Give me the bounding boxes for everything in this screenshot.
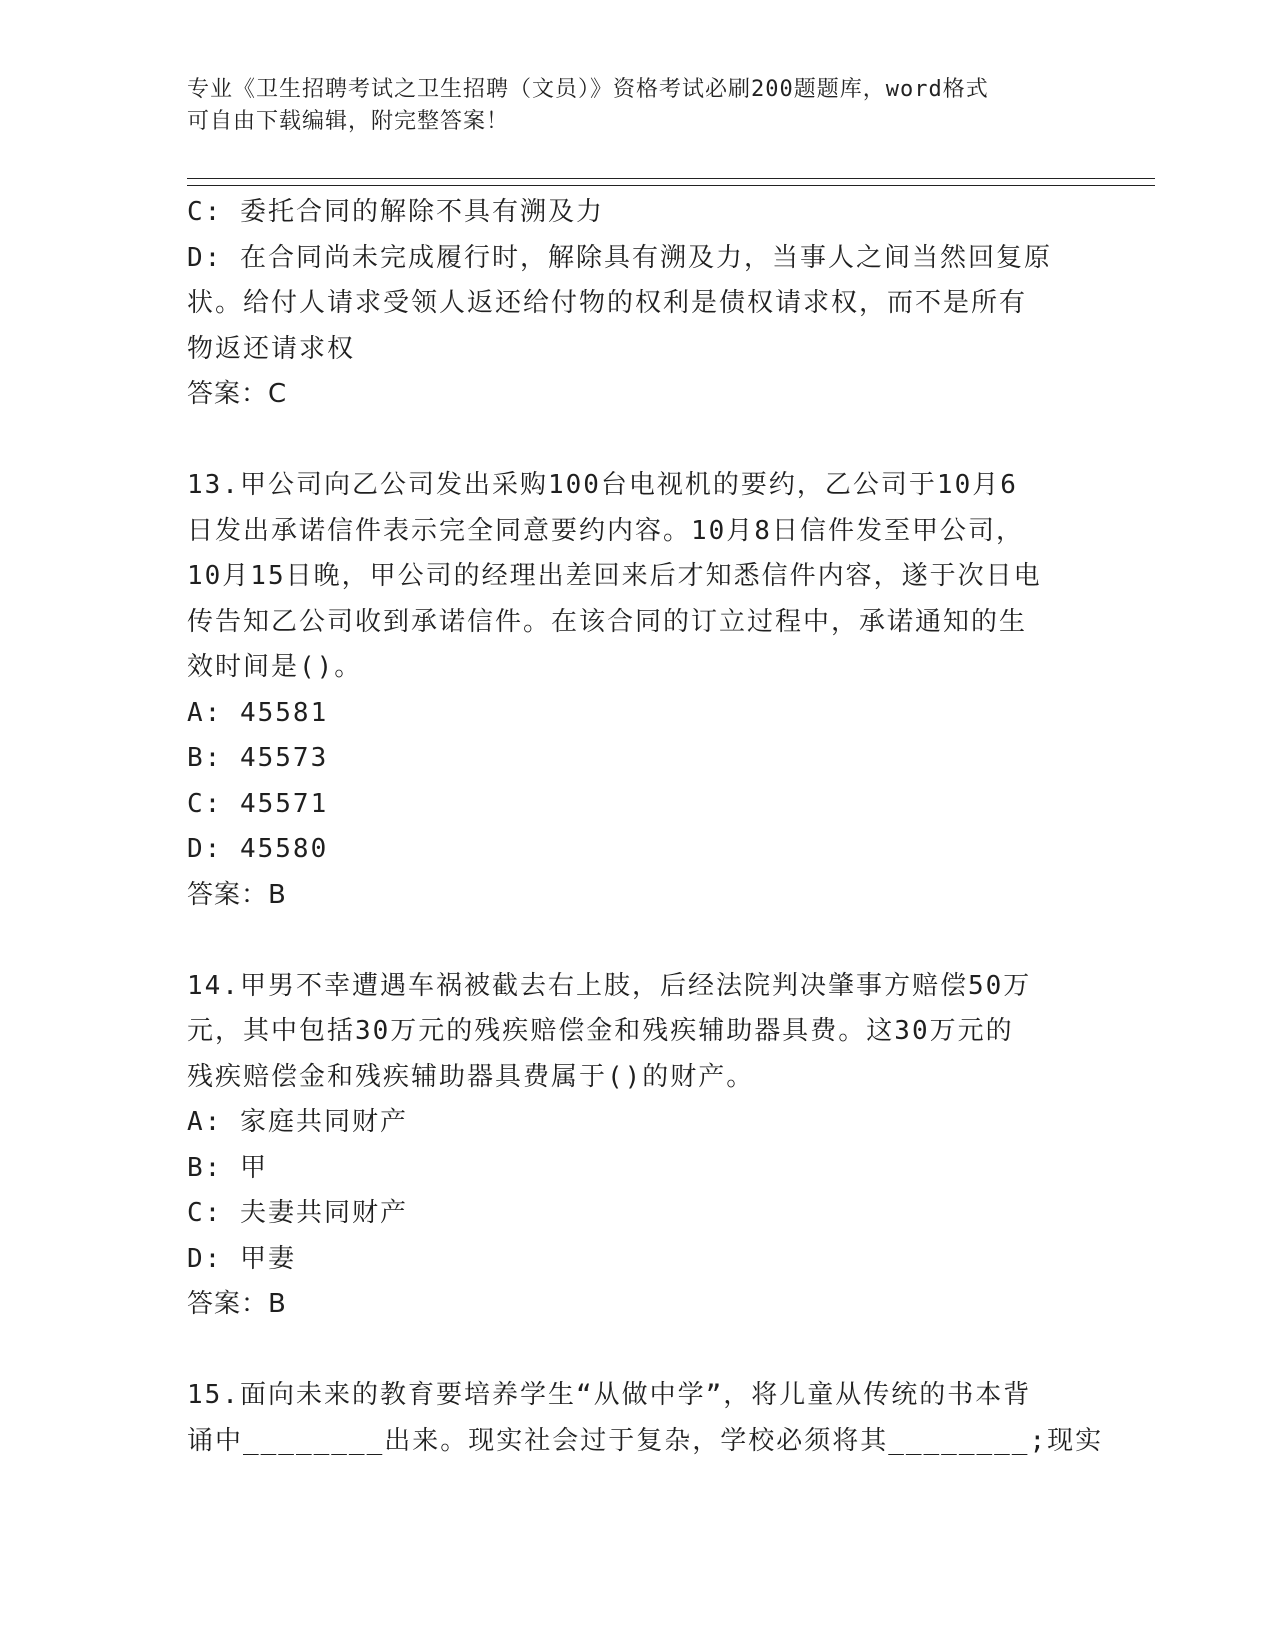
header-line-2: 可自由下载编辑，附完整答案！ xyxy=(187,109,510,134)
option-d: D: 在合同尚未完成履行时，解除具有溯及力，当事人之间当然回复原 xyxy=(187,242,1052,273)
question-stem: 元，其中包括30万元的残疾赔偿金和残疾辅助器具费。这30万元的 xyxy=(187,1016,1014,1046)
question-stem: 残疾赔偿金和残疾辅助器具费属于()的财产。 xyxy=(187,1061,755,1092)
question-stem: 13.甲公司向乙公司发出采购100台电视机的要约，乙公司于10月6 xyxy=(187,470,1018,500)
spacer xyxy=(187,1328,1087,1374)
answer-line: 答案：B xyxy=(187,1289,287,1319)
question-stem: 传告知乙公司收到承诺信件。在该合同的订立过程中，承诺通知的生 xyxy=(187,606,1028,637)
option-d: D: 45580 xyxy=(187,834,329,864)
question-stem: 日发出承诺信件表示完全同意要约内容。10月8日信件发至甲公司， xyxy=(187,515,1024,546)
spacer xyxy=(187,418,1087,464)
option-d-continued: 物返还请求权 xyxy=(187,333,356,364)
question-stem: 效时间是()。 xyxy=(187,652,363,682)
header-rule-bottom xyxy=(187,185,1155,186)
option-d-continued: 状。给付人请求受领人返还给付物的权利是债权请求权，而不是所有 xyxy=(187,288,1028,318)
question-stem: 10月15日晚，甲公司的经理出差回来后才知悉信件内容，遂于次日电 xyxy=(187,561,1042,591)
option-c: C: 夫妻共同财产 xyxy=(187,1198,408,1228)
answer-line: 答案：C xyxy=(187,379,288,409)
question-stem: 15.面向未来的教育要培养学生“从做中学”，将儿童从传统的书本背 xyxy=(187,1380,1032,1410)
question-14 xyxy=(187,964,1087,1328)
question-15 xyxy=(187,1373,1104,1464)
document-body xyxy=(187,190,1104,1464)
option-b: B: 45573 xyxy=(187,743,329,773)
question-13 xyxy=(187,463,1087,918)
option-c: C: 委托合同的解除不具有溯及力 xyxy=(187,197,604,227)
answer-line: 答案：B xyxy=(187,879,287,910)
option-a: A: 45581 xyxy=(187,697,329,728)
spacer xyxy=(187,918,1087,964)
page-header xyxy=(187,74,1087,138)
header-line-1: 专业《卫生招聘考试之卫生招聘（文员）》资格考试必刷200题题库，word格式 xyxy=(187,77,989,102)
option-a: A: 家庭共同财产 xyxy=(187,1107,408,1137)
question-12-tail xyxy=(187,190,1087,418)
question-stem: 诵中________出来。现实社会过于复杂，学校必须将其________;现实 xyxy=(187,1425,1104,1456)
option-c: C: 45571 xyxy=(187,788,329,819)
header-rule-top xyxy=(187,178,1155,179)
option-d: D: 甲妻 xyxy=(187,1243,296,1274)
option-b: B: 甲 xyxy=(187,1152,268,1183)
question-stem: 14.甲男不幸遭遇车祸被截去右上肢，后经法院判决肇事方赔偿50万 xyxy=(187,970,1032,1001)
